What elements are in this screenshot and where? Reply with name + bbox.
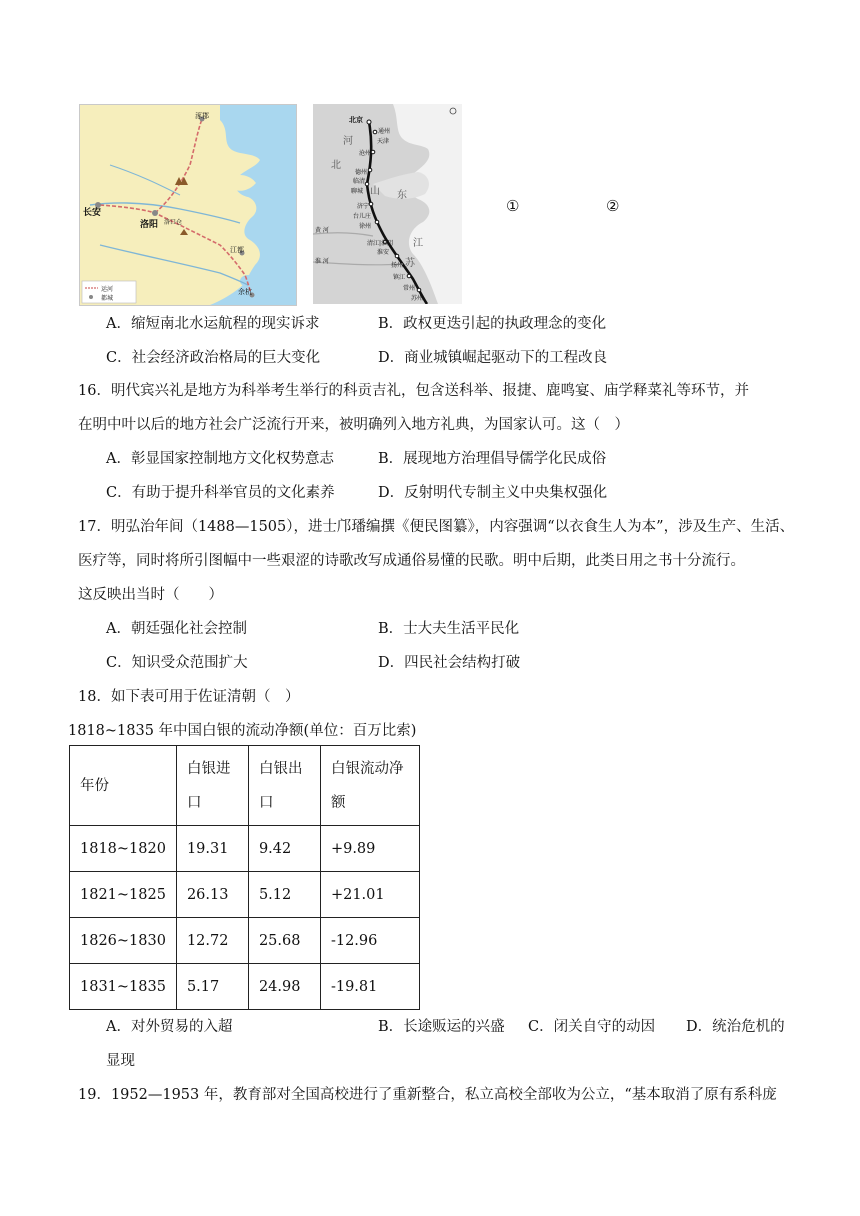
- cell-net: -19.81: [320, 964, 419, 1010]
- header-export: [248, 746, 320, 826]
- label-qingjiang: 清江|淮阴: [367, 240, 394, 247]
- label-he: 河: [343, 136, 353, 147]
- q18-option-d: D．统治危机的: [686, 1019, 785, 1035]
- cell-export: 9.42: [248, 826, 320, 872]
- header-import-line-2: 口: [186, 794, 202, 811]
- q16-option-c: C．有助于提升科举官员的文化素养: [106, 485, 335, 501]
- map-ming-qing-grand-canal: [313, 104, 462, 304]
- label-changzhou: 常州: [403, 285, 416, 292]
- cell-year: 1818~1820: [70, 826, 177, 872]
- label-changan: 长安: [83, 208, 102, 218]
- label-su: 苏: [405, 258, 415, 269]
- table-header-row: [70, 746, 420, 826]
- map-sui-grand-canal: [79, 104, 297, 306]
- cell-import: 12.72: [176, 918, 248, 964]
- legend-canal: 运河: [101, 286, 114, 293]
- q18-stem: 18．如下表可用于佐证清朝（ ）: [78, 689, 300, 705]
- cell-import: 19.31: [176, 826, 248, 872]
- table-row: [70, 918, 420, 964]
- label-zhuojun: 涿郡: [195, 112, 209, 120]
- q17-option-a: A．朝廷强化社会控制: [106, 621, 247, 637]
- label-taierzhuang: 台儿庄: [353, 213, 372, 220]
- q19-stem-line-1: 19．1952—1953 年，教育部对全国高校进行了重新整合，私立高校全部收为公立，“基本取消了原有系科庞: [78, 1087, 777, 1103]
- label-jining: 济宁: [357, 203, 370, 210]
- cell-import: 26.13: [176, 872, 248, 918]
- cell-net: +9.89: [320, 826, 419, 872]
- label-yuhang: 余杭: [238, 288, 252, 296]
- q17-option-b: B．士大夫生活平民化: [378, 621, 520, 637]
- header-net: [320, 746, 419, 826]
- map-mark-2: ②: [606, 197, 620, 215]
- q15-option-d: D．商业城镇崛起驱动下的工程改良: [378, 350, 608, 366]
- cell-net: +21.01: [320, 872, 419, 918]
- label-tongzhou: 通州: [378, 128, 391, 135]
- q18-option-d-continued: 显现: [106, 1053, 135, 1069]
- q18-option-a: A．对外贸易的入超: [106, 1019, 233, 1035]
- label-dong: 东: [397, 190, 407, 201]
- q16-option-b: B．展现地方治理倡导儒学化民成俗: [378, 451, 607, 467]
- table-row: [70, 872, 420, 918]
- label-shan: 山: [370, 186, 380, 197]
- label-yangzhou: 扬州: [391, 262, 404, 269]
- label-huaian: 淮安: [377, 249, 390, 256]
- q16-stem-line-1: 16．明代宾兴礼是地方为科举考生举行的科贡吉礼，包含送科举、报捷、鹿鸣宴、庙学释菜礼等环节，并: [78, 383, 749, 399]
- label-luokou: 洛口仓: [164, 219, 183, 226]
- label-liaocheng: 聊城: [351, 188, 364, 195]
- header-year: 年份: [70, 746, 177, 826]
- q16-option-a: A．彰显国家控制地方文化权势意志: [106, 451, 334, 467]
- header-export-line-1: 白银出: [258, 760, 303, 777]
- header-import: [176, 746, 248, 826]
- table-row: [70, 826, 420, 872]
- map-mark-1: ①: [506, 197, 520, 215]
- q18-table-title: 1818~1835 年中国白银的流动净额(单位：百万比索): [68, 723, 417, 739]
- q16-option-d: D．反射明代专制主义中央集权强化: [378, 485, 608, 501]
- cell-export: 5.12: [248, 872, 320, 918]
- label-jiang: 江: [413, 238, 423, 249]
- q17-stem-line-1: 17．明弘治年间（1488—1505），进士邝璠编撰《便民图纂》，内容强调“以衣食生人为本”，涉及生产、生活、: [78, 519, 795, 535]
- label-suzhou: 苏州: [411, 295, 424, 302]
- label-jiangdu: 江都: [230, 246, 244, 254]
- cell-year: 1826~1830: [70, 918, 177, 964]
- q16-stem-line-2: 在明中叶以后的地方社会广泛流行开来，被明确列入地方礼典，为国家认可。这（ ）: [78, 417, 629, 433]
- label-huaihe: 淮 河: [315, 258, 329, 265]
- q17-option-c: C．知识受众范围扩大: [106, 655, 248, 671]
- label-linqing: 临清: [353, 178, 366, 185]
- q15-option-a: A．缩短南北水运航程的现实诉求: [106, 316, 320, 332]
- q17-option-d: D．四民社会结构打破: [378, 655, 521, 671]
- label-tianjin: 天津: [377, 138, 390, 145]
- header-net-line-1: 白银流动净: [330, 760, 404, 777]
- cell-year: 1821~1825: [70, 872, 177, 918]
- q18-option-b: B．长途贩运的兴盛: [378, 1019, 505, 1035]
- q17-stem-line-3: 这反映出当时（ ）: [78, 587, 223, 603]
- map-sui-canal-graphic: [80, 105, 296, 305]
- cell-export: 25.68: [248, 918, 320, 964]
- table-row: [70, 964, 420, 1010]
- q15-option-c: C．社会经济政治格局的巨大变化: [106, 350, 321, 366]
- q15-option-b: B．政权更迭引起的执政理念的变化: [378, 316, 607, 332]
- header-net-line-2: 额: [330, 794, 346, 811]
- cell-year: 1831~1835: [70, 964, 177, 1010]
- cell-export: 24.98: [248, 964, 320, 1010]
- label-huanghe: 黄 河: [315, 227, 329, 234]
- label-xuzhou: 徐州: [359, 223, 372, 230]
- label-zhenjiang: 镇江: [393, 274, 406, 281]
- silver-flow-table: [69, 745, 420, 1010]
- label-beijing: 北京: [349, 116, 363, 124]
- header-export-line-2: 口: [258, 794, 274, 811]
- q17-stem-line-2: 医疗等，同时将所引图幅中一些艰涩的诗歌改写成通俗易懂的民歌。明中后期，此类日用之书十分流行。: [78, 553, 745, 569]
- label-dezhou: 德州: [355, 169, 368, 176]
- cell-import: 5.17: [176, 964, 248, 1010]
- q18-option-c: C．闭关自守的动因: [528, 1019, 656, 1035]
- header-import-line-1: 白银进: [186, 760, 231, 777]
- label-bei: 北: [331, 160, 341, 171]
- label-luoyang: 洛阳: [140, 220, 159, 230]
- label-cangzhou: 沧州: [359, 150, 372, 157]
- legend-capital: 都城: [101, 295, 114, 302]
- cell-net: -12.96: [320, 918, 419, 964]
